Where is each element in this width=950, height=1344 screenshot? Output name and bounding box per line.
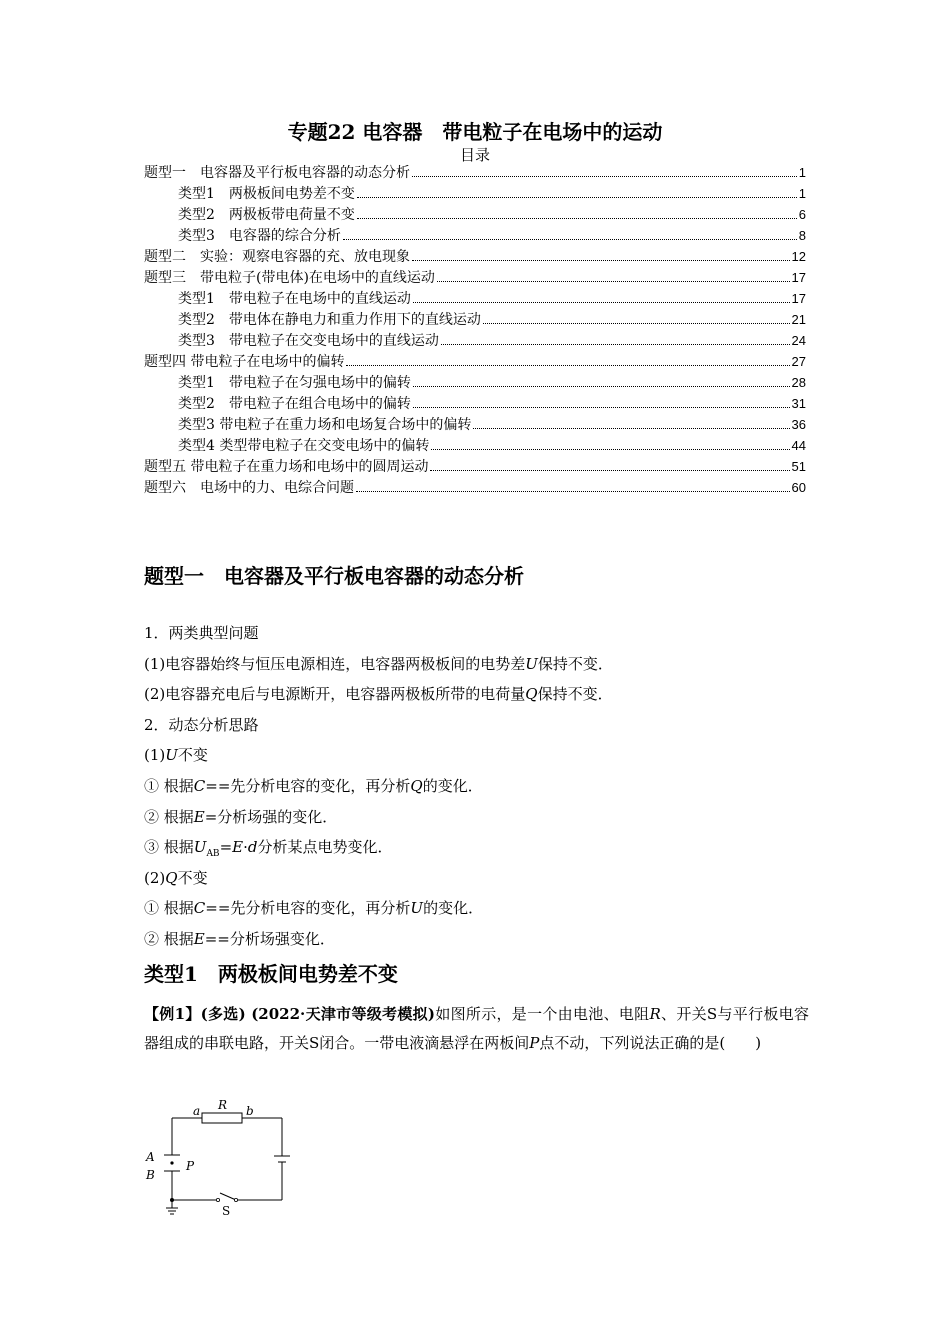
paragraph: ③ 根据$U_{AB}=E\cdot d$分析某点电势变化．: [144, 838, 393, 860]
toc-entry-label: 题型一 电容器及平行板电容器的动态分析: [144, 165, 410, 181]
toc-entry[interactable]: [144, 330, 806, 351]
toc-entry[interactable]: [144, 267, 806, 288]
toc-leader-dots: [473, 428, 789, 429]
paragraph: (1)电容器始终与恒压电源相连，电容器两极板间的电势差U保持不变．: [144, 654, 613, 673]
toc-leader-dots: [413, 407, 790, 408]
toc-leader-dots: [346, 365, 789, 366]
label-a: a: [193, 1104, 201, 1118]
toc-entry-page: 60: [791, 480, 806, 495]
toc-entry[interactable]: [144, 288, 806, 309]
label-B: B: [146, 1168, 155, 1182]
paragraph: (2)Q不变: [144, 868, 208, 887]
toc-entry[interactable]: [144, 372, 806, 393]
example-label: 【例1】(多选) (2022·天津市等级考模拟): [144, 1005, 436, 1023]
toc-leader-dots: [343, 239, 797, 240]
label-r: R: [218, 1098, 228, 1112]
subsection-heading: 类型1 两极板间电势差不变: [144, 962, 398, 986]
toc-entry-label: 类型1 带电粒子在匀强电场中的偏转: [178, 375, 411, 391]
table-of-contents: [144, 162, 806, 498]
paragraph: ① 根据C==先分析电容的变化，再分析U的变化．: [144, 899, 484, 918]
toc-entry[interactable]: [144, 225, 806, 246]
paragraph: ② 根据E=分析场强的变化．: [144, 807, 338, 826]
section-body: [144, 618, 809, 955]
example-question: 【例1】(多选) (2022·天津市等级考模拟)如图所示，是一个由电池、电阻R、开关S与平行板电容器组成的串联电路，开关S闭合。一带电液滴悬浮在两板间P点不动，下列说法正确的是( ): [144, 1005, 809, 1052]
circuit-diagram: [140, 1094, 300, 1220]
toc-entry[interactable]: [144, 393, 806, 414]
toc-entry-label: 题型四 带电粒子在电场中的偏转: [144, 354, 345, 370]
toc-entry-page: 1: [798, 186, 806, 201]
paragraph: ② 根据E==分析场强变化．: [144, 929, 335, 948]
toc-entry[interactable]: [144, 351, 806, 372]
toc-entry[interactable]: [144, 183, 806, 204]
toc-entry-page: 44: [791, 438, 806, 453]
toc-entry-label: 题型三 带电粒子(带电体)在电场中的直线运动: [144, 270, 435, 286]
label-P: P: [186, 1159, 195, 1173]
toc-entry-page: 17: [791, 270, 806, 285]
toc-entry[interactable]: [144, 477, 806, 498]
toc-leader-dots: [413, 386, 790, 387]
droplet-point-icon: [170, 1161, 173, 1164]
toc-entry-page: 31: [791, 396, 806, 411]
label-A: A: [146, 1150, 155, 1164]
paragraph: (2)电容器充电后与电源断开，电容器两极板所带的电荷量Q保持不变．: [144, 685, 613, 704]
toc-entry-page: 1: [798, 165, 806, 180]
toc-leader-dots: [357, 218, 797, 219]
toc-leader-dots: [431, 449, 789, 450]
toc-leader-dots: [413, 302, 790, 303]
paragraph: 2．动态分析思路: [144, 715, 259, 734]
toc-leader-dots: [412, 176, 797, 177]
toc-leader-dots: [412, 260, 790, 261]
toc-entry-label: 类型2 两极板带电荷量不变: [178, 207, 355, 223]
toc-leader-dots: [357, 197, 797, 198]
paragraph: (1)U不变: [144, 746, 208, 765]
toc-entry[interactable]: [144, 246, 806, 267]
toc-heading: 目录: [459, 146, 490, 164]
toc-entry-page: 8: [798, 228, 806, 243]
document-title: 专题22 电容器 带电粒子在电场中的运动: [287, 120, 663, 144]
toc-entry[interactable]: [144, 162, 806, 183]
section-heading: 题型一 电容器及平行板电容器的动态分析: [144, 564, 524, 588]
toc-entry-label: 题型五 带电粒子在重力场和电场中的圆周运动: [144, 459, 429, 475]
toc-leader-dots: [356, 491, 790, 492]
label-S: S: [222, 1204, 231, 1218]
toc-entry[interactable]: [144, 309, 806, 330]
toc-entry-page: 27: [791, 354, 806, 369]
toc-entry-page: 21: [791, 312, 806, 327]
toc-entry-label: 类型2 带电体在静电力和重力作用下的直线运动: [178, 312, 481, 328]
toc-entry-label: 类型2 带电粒子在组合电场中的偏转: [178, 396, 411, 412]
toc-entry-label: 题型六 电场中的力、电综合问题: [144, 480, 354, 496]
toc-entry-label: 类型1 两极板间电势差不变: [178, 186, 355, 202]
toc-entry-label: 类型3 电容器的综合分析: [178, 228, 341, 244]
toc-leader-dots: [437, 281, 790, 282]
toc-entry[interactable]: [144, 435, 806, 456]
toc-entry-label: 类型3 带电粒子在重力场和电场复合场中的偏转: [178, 417, 472, 433]
toc-entry-page: 36: [791, 417, 806, 432]
toc-entry-page: 6: [798, 207, 806, 222]
toc-entry[interactable]: [144, 414, 806, 435]
toc-entry-page: 28: [791, 375, 806, 390]
toc-entry-page: 17: [791, 291, 806, 306]
toc-entry-label: 题型二 实验：观察电容器的充、放电现象: [144, 249, 410, 265]
toc-leader-dots: [441, 344, 790, 345]
toc-entry[interactable]: [144, 204, 806, 225]
paragraph: 1．两类典型问题: [144, 624, 259, 642]
toc-entry-page: 51: [791, 459, 806, 474]
toc-entry-page: 12: [791, 249, 806, 264]
toc-entry[interactable]: [144, 456, 806, 477]
paragraph: ① 根据C==先分析电容的变化，再分析Q的变化．: [144, 776, 483, 795]
toc-leader-dots: [430, 470, 789, 471]
toc-entry-page: 24: [791, 333, 806, 348]
toc-entry-label: 类型3 带电粒子在交变电场中的直线运动: [178, 333, 439, 349]
toc-leader-dots: [483, 323, 790, 324]
label-b: b: [246, 1104, 254, 1118]
toc-entry-label: 类型4 类型带电粒子在交变电场中的偏转: [178, 438, 430, 454]
toc-entry-label: 类型1 带电粒子在电场中的直线运动: [178, 291, 411, 307]
